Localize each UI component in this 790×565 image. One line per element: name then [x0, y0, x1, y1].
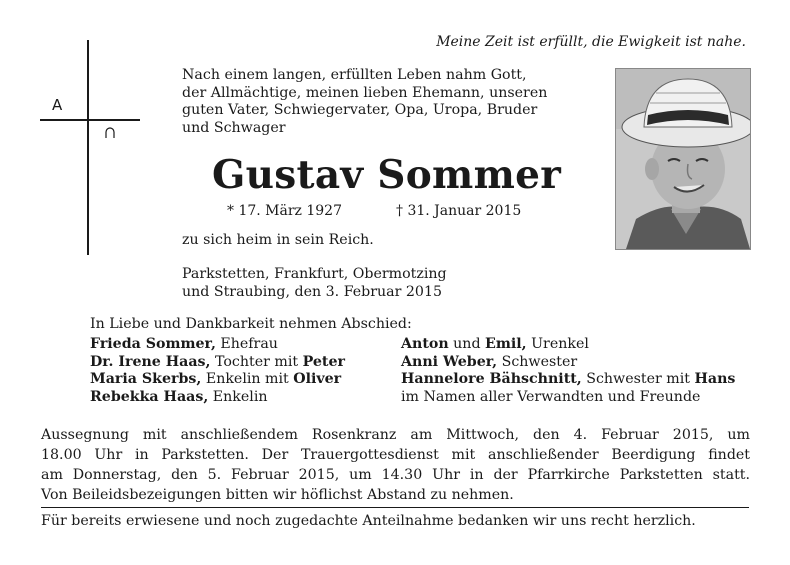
service-line: Aussegnung mit anschließendem Rosenkranz am Mittwoch, den 4. Februar 2015, um	[41, 427, 750, 443]
place-line: und Straubing, den 3. Februar 2015	[182, 284, 443, 300]
mourners-left-column	[90, 336, 345, 406]
mourners-right-column	[401, 336, 735, 406]
cross-vertical-bar	[87, 40, 89, 255]
intro-line: und Schwager	[182, 119, 286, 136]
mourner-line: Dr. Irene Haas, Tochter mit Peter	[90, 353, 345, 370]
service-line: am Donnerstag, den 5. Februar 2015, um 14.30 Uhr in der Pfarrkirche Parkstetten statt.	[41, 467, 750, 483]
intro-line: Nach einem langen, erfüllten Leben nahm Gott,	[182, 67, 527, 83]
service-line: Von Beileidsbezeigungen bitten wir höflichst Abstand zu nehmen.	[41, 487, 514, 503]
portrait-illustration	[616, 69, 750, 249]
mourner-line: im Namen aller Verwandten und Freunde	[401, 388, 701, 405]
thanks-text: Für bereits erwiesene und noch zugedachte Anteilnahme bedanken wir uns recht herzlich.	[41, 513, 696, 529]
mourner-line: Maria Skerbs, Enkelin mit Oliver	[90, 371, 342, 387]
mourner-line: Rebekka Haas, Enkelin	[90, 388, 268, 405]
mourner-line: Anton und Emil, Urenkel	[401, 336, 589, 352]
intro-line: guten Vater, Schwiegervater, Opa, Uropa, Bruder	[182, 102, 538, 118]
intro-text	[182, 67, 547, 137]
motto-quote: Meine Zeit ist erfüllt, die Ewigkeit ist nahe.	[436, 34, 746, 50]
mourner-line: Hannelore Bähschnitt, Schwester mit Hans	[401, 371, 736, 387]
death-date: † 31. Januar 2015	[396, 203, 522, 219]
cross-horizontal-bar	[40, 119, 140, 121]
portrait-photo	[615, 68, 751, 250]
omega-symbol-icon	[104, 127, 116, 139]
intro-line: der Allmächtige, meinen lieben Ehemann, unseren	[182, 84, 548, 101]
service-announcement	[41, 425, 750, 505]
alpha-symbol: A	[52, 96, 63, 114]
mourner-line: Anni Weber, Schwester	[401, 353, 578, 370]
birth-date: * 17. März 1927	[227, 203, 342, 219]
home-text: zu sich heim in sein Reich.	[182, 232, 374, 248]
service-line: 18.00 Uhr in Parkstetten. Der Trauergottesdienst mit anschließender Beerdigung findet	[41, 447, 750, 463]
mourner-line: Frieda Sommer, Ehefrau	[90, 336, 278, 352]
divider	[41, 507, 749, 508]
deceased-name: Gustav Sommer	[212, 152, 562, 198]
place-line: Parkstetten, Frankfurt, Obermotzing	[182, 266, 447, 282]
farewell-heading: In Liebe und Dankbarkeit nehmen Abschied:	[90, 316, 412, 332]
place-date	[182, 265, 447, 301]
